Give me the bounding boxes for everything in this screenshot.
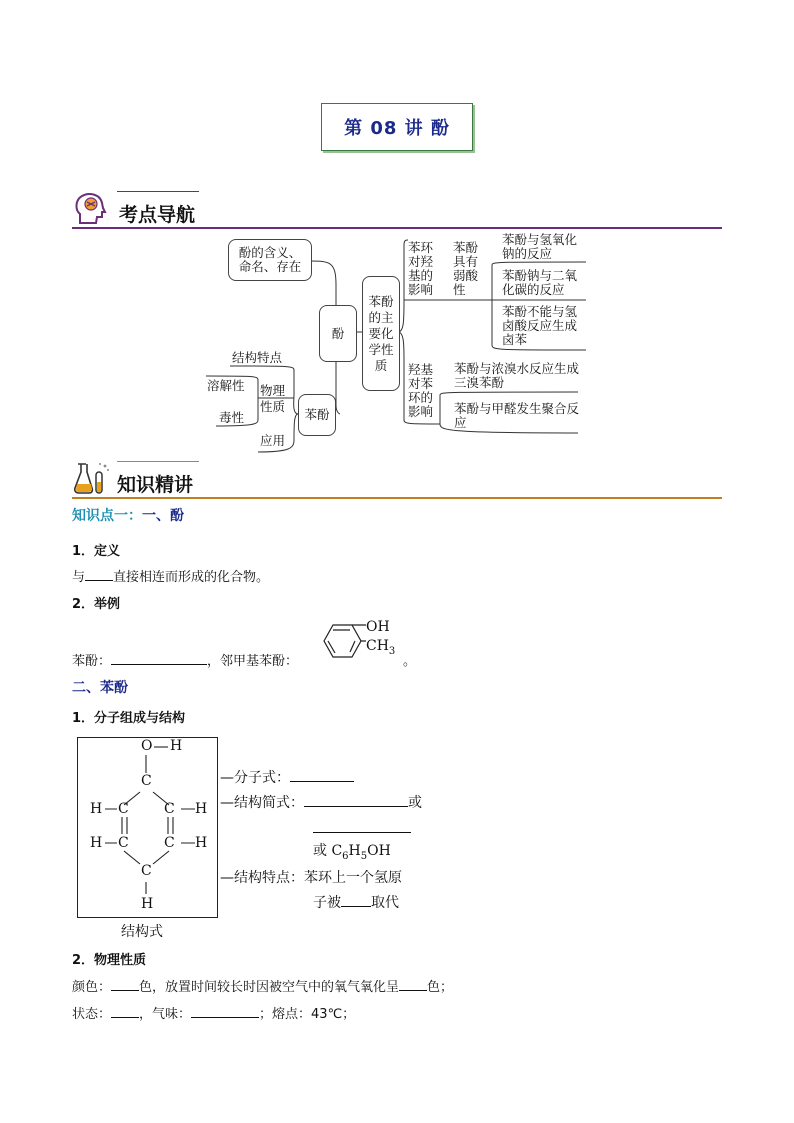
alt-formula-sub2: 5 xyxy=(360,850,368,862)
def-after: 直接相连而形成的化合物。 xyxy=(113,570,270,585)
cresol-label: ，邻甲基苯酚： xyxy=(207,654,299,669)
color-a: 颜色： xyxy=(72,980,112,995)
mm-phenol-definition xyxy=(228,239,312,281)
def-before: 与 xyxy=(72,570,86,585)
guide-title: 考点导航 xyxy=(119,204,196,226)
f-h-left2: H xyxy=(90,835,103,851)
phenol-label: 苯酚： xyxy=(72,654,112,669)
color-b: 色，放置时间较长时因被空气中的氧气氧化呈 xyxy=(139,980,400,995)
cresol-structure xyxy=(312,619,412,663)
f-c2: C xyxy=(118,801,129,817)
mm-application: 应用 xyxy=(260,433,286,448)
flask-icon xyxy=(72,460,112,496)
alt-formula xyxy=(313,840,391,862)
state-c: ；熔点：43℃； xyxy=(259,1007,356,1022)
alt-formula-b: H xyxy=(348,843,361,859)
mm-root xyxy=(319,305,357,362)
f-h-bottom: H xyxy=(141,896,154,912)
mm-reaction-4: 苯酚与浓溴水反应生成三溴苯酚 xyxy=(454,361,580,390)
formula-caption: 结构式 xyxy=(121,924,163,940)
knowledge-rule xyxy=(72,497,722,499)
color-blank1 xyxy=(111,978,139,991)
mm-ring-on-oh: 苯环对羟基的影响 xyxy=(408,240,434,297)
example-line xyxy=(72,650,298,669)
struct-simple-line xyxy=(220,792,422,812)
mol-formula-label: —分子式： xyxy=(220,770,290,786)
alt-formula-a: 或 C xyxy=(313,843,343,859)
def-heading: 1．定义 xyxy=(72,544,121,559)
f-h-right2: H xyxy=(195,835,208,851)
alt-formula-c: OH xyxy=(367,843,391,859)
f-o: O xyxy=(141,738,153,754)
lesson-title: 第 08 讲 酚 xyxy=(321,103,473,151)
mm-root-text: 酚 xyxy=(331,325,345,341)
state-blank2 xyxy=(191,1005,259,1018)
mm-physical: 物理性质 xyxy=(260,383,286,414)
struct-simple-blank xyxy=(304,794,408,807)
f-c6: C xyxy=(141,863,152,879)
cresol-ch3 xyxy=(366,638,395,657)
mm-benzene-phenol xyxy=(298,394,336,436)
mm-phenol-definition-text: 酚的含义、命名、存在 xyxy=(238,245,302,274)
feature-line2 xyxy=(313,892,399,912)
struct-heading: 1．分子组成与结构 xyxy=(72,711,186,726)
mm-toxicity: 毒性 xyxy=(219,410,245,425)
struct-simple-blank2 xyxy=(313,832,411,833)
kp1-label: 知识点一： xyxy=(72,508,142,524)
mol-formula-line xyxy=(220,767,354,787)
kp1-heading xyxy=(72,505,184,525)
feature2-b: 取代 xyxy=(371,895,399,911)
cresol-oh: OH xyxy=(366,619,390,635)
mm-reaction-1: 苯酚与氢氧化钠的反应 xyxy=(502,232,578,261)
def-line xyxy=(72,566,269,585)
structural-formula-bonds xyxy=(77,737,216,916)
knowledge-title-overline xyxy=(117,461,199,462)
feature2-a: 子被 xyxy=(313,895,341,911)
phenol-blank xyxy=(111,652,207,665)
mm-oh-on-ring: 羟基对苯环的影响 xyxy=(408,362,434,419)
color-blank2 xyxy=(399,978,427,991)
f-c1: C xyxy=(141,773,152,789)
mm-solubility: 溶解性 xyxy=(207,378,245,393)
knowledge-title: 知识精讲 xyxy=(117,474,194,496)
state-line xyxy=(72,1003,355,1022)
mm-chem-props xyxy=(362,276,400,391)
kp1-title: 一、酚 xyxy=(142,508,184,524)
mm-chem-props-text: 苯酚的主要化学性质 xyxy=(368,293,394,373)
f-c3: C xyxy=(164,801,175,817)
color-line xyxy=(72,976,453,995)
state-blank1 xyxy=(111,1005,139,1018)
mindmap-lines xyxy=(0,0,794,460)
state-b: ，气味： xyxy=(139,1007,192,1022)
mm-weak-acid: 苯酚具有弱酸性 xyxy=(453,240,479,297)
mm-reaction-2: 苯酚钠与二氧化碳的反应 xyxy=(502,268,578,297)
f-c4: C xyxy=(118,835,129,851)
f-h-left1: H xyxy=(90,801,103,817)
color-c: 色； xyxy=(427,980,454,995)
mm-reaction-3: 苯酚不能与氢卤酸反应生成卤苯 xyxy=(502,304,578,347)
mol-formula-blank xyxy=(290,769,354,782)
example-heading: 2．举例 xyxy=(72,597,121,612)
f-h-top: H xyxy=(170,738,183,754)
phys-heading: 2．物理性质 xyxy=(72,953,147,968)
state-a: 状态： xyxy=(72,1007,112,1022)
example-end: 。 xyxy=(403,654,417,669)
section2-title: 二、苯酚 xyxy=(72,680,128,696)
mm-reaction-5: 苯酚与甲醛发生聚合反应 xyxy=(454,401,580,430)
f-c5: C xyxy=(164,835,175,851)
struct-simple-label: —结构简式： xyxy=(220,795,304,811)
f-h-right1: H xyxy=(195,801,208,817)
def-blank xyxy=(85,568,113,581)
mm-structure: 结构特点 xyxy=(232,350,283,365)
alt-formula-sub1: 6 xyxy=(342,850,349,862)
feature-blank xyxy=(341,894,371,907)
cresol-ch3-sub: 3 xyxy=(388,645,396,657)
cresol-ch3-text: CH xyxy=(366,638,389,654)
struct-simple-or: 或 xyxy=(408,795,422,811)
mm-benzene-phenol-text: 苯酚 xyxy=(304,407,330,422)
feature-line: —结构特点：苯环上一个氢原 xyxy=(220,870,402,886)
